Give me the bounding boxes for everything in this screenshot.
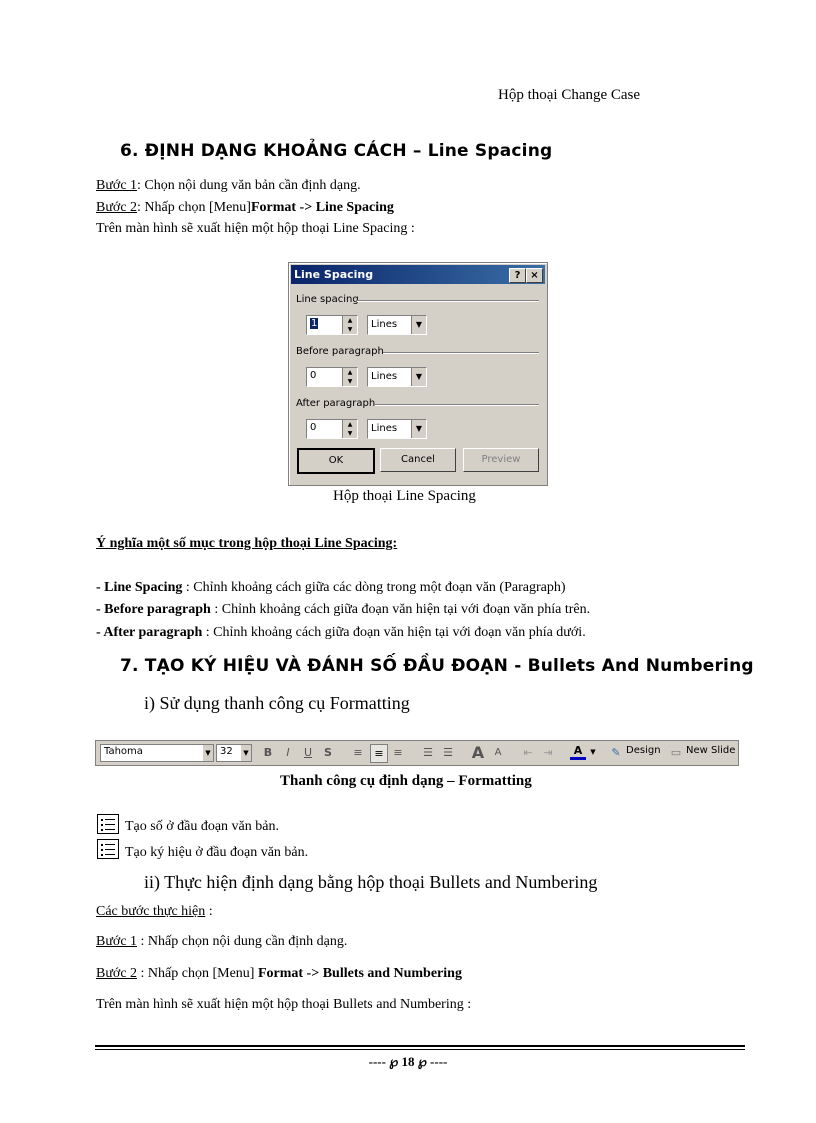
cancel-button[interactable]: Cancel	[380, 448, 456, 472]
numbering-icon	[97, 814, 119, 834]
step-2-prefix: : Nhấp chọn [Menu]	[137, 200, 251, 215]
step-2-label: Bước 2	[96, 200, 138, 215]
new-slide-icon[interactable]: ▭	[670, 746, 682, 759]
chevron-down-icon[interactable]: ▼	[411, 368, 426, 386]
design-button-label[interactable]: Design	[626, 745, 661, 756]
before-paragraph-group-label: Before paragraph	[296, 346, 384, 357]
font-size-select[interactable]	[216, 744, 252, 762]
align-center-icon[interactable]: ≡	[370, 744, 388, 763]
meaning-item	[96, 600, 590, 620]
ok-button[interactable]: OK	[297, 448, 375, 474]
chevron-down-icon[interactable]: ▼	[590, 748, 596, 756]
section-6-heading: 6. ĐỊNH DẠNG KHOẢNG CÁCH – Line Spacing	[120, 141, 553, 161]
step-1-text: : Nhấp chọn nội dung cần định dạng.	[137, 934, 348, 949]
meaning-heading: Ý nghĩa một số mục trong hộp thoại Line Spacing:	[96, 536, 398, 551]
section-6-intro: Trên màn hình sẽ xuất hiện một hộp thoại Line Spacing :	[96, 221, 415, 236]
group-divider	[357, 300, 539, 302]
change-case-caption: Hộp thoại Change Case	[498, 87, 641, 103]
chevron-down-icon[interactable]: ▼	[203, 745, 213, 761]
numbering-icon[interactable]: ☰	[423, 746, 433, 759]
bullets-icon[interactable]: ☰	[443, 746, 453, 759]
line-spacing-value: 1	[311, 318, 318, 329]
line-spacing-unit: Lines	[371, 319, 398, 330]
after-paragraph-group-label: After paragraph	[296, 398, 376, 409]
steps-heading-suffix: :	[205, 904, 213, 919]
after-paragraph-value-input[interactable]	[306, 419, 358, 439]
step-2-bold: Format -> Bullets and Numbering	[257, 966, 462, 981]
line-spacing-unit-select[interactable]	[367, 315, 427, 335]
dialog-title-bar	[291, 265, 545, 284]
meaning-term: - After paragraph	[96, 625, 203, 640]
italic-button[interactable]: I	[286, 746, 290, 759]
before-paragraph-value-input[interactable]	[306, 367, 358, 387]
grow-font-icon[interactable]: A	[471, 743, 485, 762]
underline-button[interactable]: U	[303, 746, 313, 759]
line-spacing-value-input[interactable]	[306, 315, 358, 335]
steps-heading-text: Các bước thực hiện	[96, 904, 206, 919]
step-1-label: Bước 1	[96, 934, 138, 949]
meaning-desc: : Chỉnh khoảng cách giữa các dòng trong một đoạn văn (Paragraph)	[182, 580, 566, 595]
before-paragraph-unit: Lines	[371, 371, 398, 382]
bullets-icon	[97, 839, 119, 859]
chevron-down-icon[interactable]: ▼	[241, 745, 251, 761]
new-slide-button-label[interactable]: New Slide	[686, 745, 736, 756]
section-6-step-1	[96, 176, 361, 196]
font-name: Tahoma	[104, 746, 143, 757]
shadow-button[interactable]: S	[324, 746, 332, 759]
subsection-i: i) Sử dụng thanh công cụ Formatting	[144, 693, 410, 713]
before-paragraph-value: 0	[310, 370, 317, 381]
bullets-step-1	[96, 932, 347, 952]
footer-rule	[95, 1045, 745, 1047]
decrease-indent-icon[interactable]: ⇤	[523, 746, 533, 759]
bold-button[interactable]: B	[263, 746, 273, 759]
before-paragraph-unit-select[interactable]	[367, 367, 427, 387]
close-button[interactable]: ×	[526, 268, 543, 283]
font-color-button[interactable]: A	[570, 744, 586, 760]
steps-heading	[96, 902, 213, 922]
meaning-term: - Line Spacing	[96, 580, 183, 595]
spin-arrows-icon[interactable]: ▲ ▼	[342, 316, 357, 334]
chevron-down-icon[interactable]: ▼	[411, 420, 426, 438]
footer-rule	[95, 1049, 745, 1050]
after-paragraph-unit: Lines	[371, 423, 398, 434]
line-spacing-dialog	[288, 262, 548, 486]
increase-indent-icon[interactable]: ⇥	[543, 746, 553, 759]
after-paragraph-value: 0	[310, 422, 317, 433]
numbering-note: Tạo số ở đầu đoạn văn bản.	[125, 819, 279, 834]
after-paragraph-unit-select[interactable]	[367, 419, 427, 439]
font-name-select[interactable]	[100, 744, 214, 762]
meaning-term: - Before paragraph	[96, 602, 211, 617]
align-left-icon[interactable]: ≡	[353, 746, 363, 759]
align-right-icon[interactable]: ≡	[393, 746, 403, 759]
bullets-note: Tạo ký hiệu ở đầu đoạn văn bản.	[125, 845, 309, 860]
bullets-step-2	[96, 964, 462, 984]
formatting-toolbar	[95, 740, 739, 766]
shrink-font-icon[interactable]: A	[494, 747, 502, 758]
subsection-ii: ii) Thực hiện định dạng bằng hộp thoại Bullets and Numbering	[144, 872, 598, 892]
dialog-caption: Hộp thoại Line Spacing	[333, 488, 476, 504]
design-icon[interactable]: ✎	[611, 746, 621, 759]
section-6-step-2	[96, 198, 394, 218]
meaning-item	[96, 578, 566, 598]
group-divider	[375, 404, 539, 406]
step-1-text: : Chọn nội dung văn bản cần định dạng.	[137, 178, 361, 193]
step-2-prefix: : Nhấp chọn [Menu]	[137, 966, 258, 981]
group-divider	[383, 352, 539, 354]
chevron-down-icon[interactable]: ▼	[411, 316, 426, 334]
meaning-item	[96, 623, 586, 643]
help-button[interactable]: ?	[509, 268, 526, 283]
toolbar-caption: Thanh công cụ định dạng – Formatting	[280, 773, 532, 789]
spin-arrows-icon[interactable]: ▲ ▼	[342, 420, 357, 438]
dialog-title: Line Spacing	[294, 268, 374, 281]
step-1-label: Bước 1	[96, 178, 138, 193]
line-spacing-group-label: Line spacing	[296, 294, 359, 305]
step-2-label: Bước 2	[96, 966, 138, 981]
section-7-heading: 7. TẠO KÝ HIỆU VÀ ĐÁNH SỐ ĐẦU ĐOẠN - Bullets And Numbering	[120, 656, 754, 676]
font-size: 32	[220, 746, 233, 757]
step-2-bold: Format -> Line Spacing	[250, 200, 394, 215]
meaning-desc: : Chỉnh khoảng cách giữa đoạn văn hiện tại với đoạn văn phía trên.	[210, 602, 591, 617]
meaning-desc: : Chỉnh khoảng cách giữa đoạn văn hiện tại với đoạn văn phía dưới.	[202, 625, 586, 640]
page-number-footer: ---- ℘ 18 ℘ ----	[368, 1054, 448, 1069]
bullets-intro: Trên màn hình sẽ xuất hiện một hộp thoại Bullets and Numbering :	[96, 997, 472, 1012]
preview-button[interactable]: Preview	[463, 448, 539, 472]
spin-arrows-icon[interactable]: ▲ ▼	[342, 368, 357, 386]
